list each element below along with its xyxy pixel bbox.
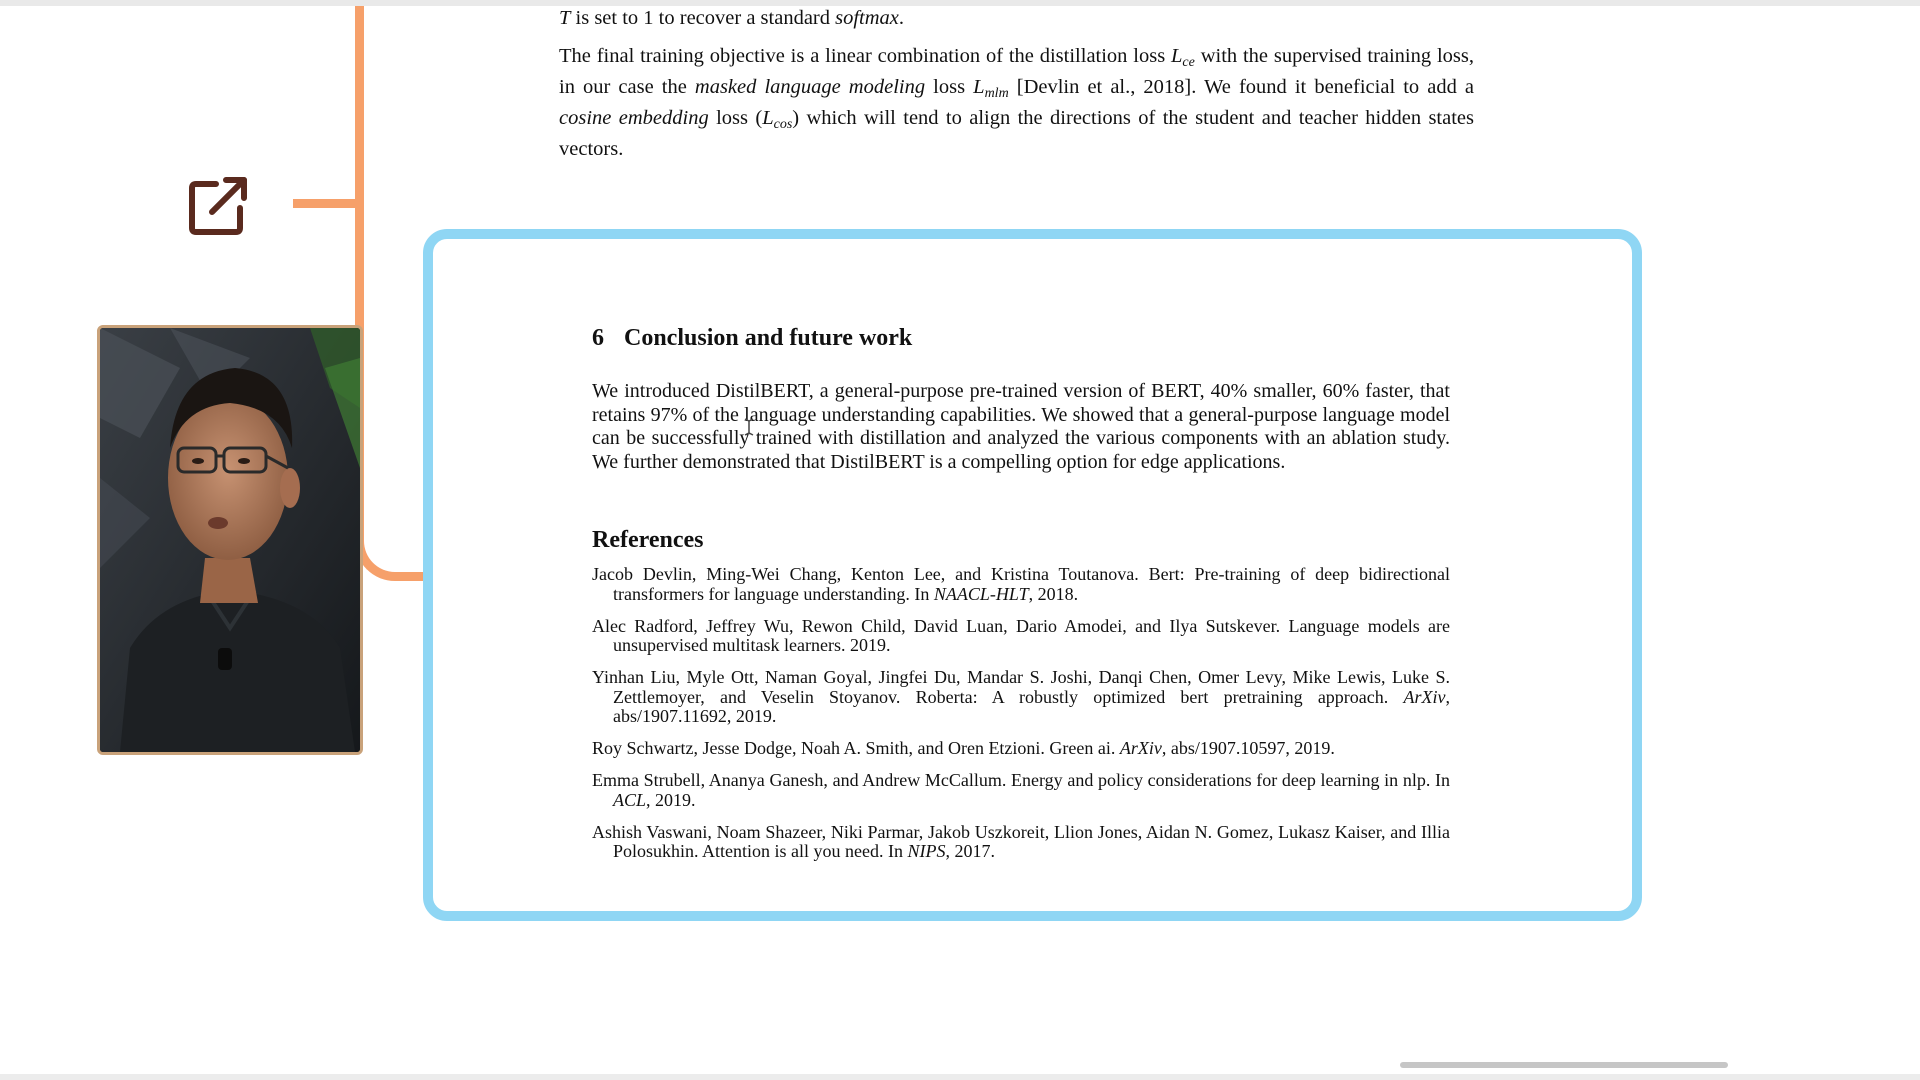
section-title: Conclusion and future work xyxy=(624,325,913,351)
emphasis: softmax xyxy=(835,7,899,29)
conclusion-paragraph: We introduced DistilBERT, a general-purpose pre-trained version of BERT, 40% smaller, 60% faster, that retains 97% of the language understanding capabilities. We showed that a general-purpose language model can be successfully trained with distillation and analyzed the various components with an ablation study. We further demonstrated that DistilBERT is a compelling option for edge applications. xyxy=(592,380,1450,473)
section-number: 6 xyxy=(592,325,604,351)
bottom-edge xyxy=(0,1074,1920,1080)
emphasis: masked language modeling xyxy=(694,76,926,98)
reference-text: , 2019. xyxy=(646,789,696,810)
references-heading: References xyxy=(592,527,704,553)
text-span: loss xyxy=(925,76,974,98)
reference-text: Jacob Devlin, Ming-Wei Chang, Kenton Lee, and Kristina Toutanova. Bert: Pre-training of deep bidirectional transformers for language understanding. In xyxy=(592,564,1450,604)
reference-text: , abs/1907.11692, 2019. xyxy=(613,686,1450,726)
math-l-ce: L xyxy=(1171,45,1183,67)
text-cursor-icon xyxy=(743,418,755,436)
math-subscript: ce xyxy=(1182,55,1195,70)
reference-venue: NAACL-HLT xyxy=(933,583,1029,604)
text-span: is set to 1 to recover a standard xyxy=(570,7,836,29)
reference-venue: ArXiv xyxy=(1403,686,1446,707)
text-span: ) which will tend to align the directions of the student and teacher hidden states vectors. xyxy=(559,107,1474,160)
math-subscript: cos xyxy=(773,117,793,132)
reference-item xyxy=(592,823,1450,862)
text-span: [Devlin et al., 2018]. We found it beneficial to add a xyxy=(1008,76,1474,98)
math-var-t: T xyxy=(559,7,571,29)
reference-text: Emma Strubell, Ananya Ganesh, and Andrew McCallum. Energy and policy considerations for deep learning in nlp. In xyxy=(592,770,1450,790)
paragraph-temperature xyxy=(559,6,1474,31)
paragraph-training-objective xyxy=(559,44,1474,162)
reference-text: Ashish Vaswani, Noam Shazeer, Niki Parmar, Jakob Uszkoreit, Llion Jones, Aidan N. Gomez, Lukasz Kaiser, and Illia Polosukhin. Attention is all you need. In xyxy=(592,821,1450,861)
emphasis: cosine embedding xyxy=(559,107,709,129)
text-span: . xyxy=(898,7,905,29)
math-l-mlm: L xyxy=(973,76,985,98)
references-list xyxy=(592,565,1450,874)
section-heading xyxy=(592,325,912,352)
math-l-cos: L xyxy=(762,107,774,129)
presenter-image xyxy=(100,328,360,752)
text-span: loss ( xyxy=(708,107,763,129)
paper-text-above xyxy=(559,6,1474,162)
horizontal-scrollbar[interactable] xyxy=(1400,1062,1728,1068)
webcam-video xyxy=(97,325,363,755)
reference-venue: ArXiv xyxy=(1119,738,1162,758)
reference-item xyxy=(592,565,1450,604)
reference-text: , 2017. xyxy=(945,841,995,861)
reference-item xyxy=(592,739,1450,759)
reference-venue: ACL xyxy=(613,789,647,810)
math-subscript: mlm xyxy=(984,86,1009,101)
external-link-icon[interactable] xyxy=(186,172,252,238)
reference-text: Alec Radford, Jeffrey Wu, Rewon Child, David Luan, Dario Amodei, and Ilya Sutskever. Language models are unsupervised multitask learners. 2019. xyxy=(592,615,1450,655)
reference-text: , abs/1907.10597, 2019. xyxy=(1161,738,1335,758)
reference-text: Roy Schwartz, Jesse Dodge, Noah A. Smith, and Oren Etzioni. Green ai. xyxy=(592,738,1120,758)
reference-text: , 2018. xyxy=(1028,583,1079,604)
reference-item xyxy=(592,668,1450,727)
reference-text: Yinhan Liu, Myle Ott, Naman Goyal, Jingfei Du, Mandar S. Joshi, Danqi Chen, Omer Levy, Mike Lewis, Luke S. Zettlemoyer, and Veselin Stoyanov. Roberta: A robustly optimized bert pretraining approach. xyxy=(592,667,1450,707)
connector-line-horizontal xyxy=(293,199,363,208)
reference-venue: NIPS xyxy=(907,841,946,861)
text-span: The final training objective is a linear combination of the distillation loss xyxy=(559,45,1172,67)
reference-item xyxy=(592,771,1450,810)
text-span: with the supervised training loss, in our case the xyxy=(559,45,1474,98)
reference-item xyxy=(592,617,1450,656)
